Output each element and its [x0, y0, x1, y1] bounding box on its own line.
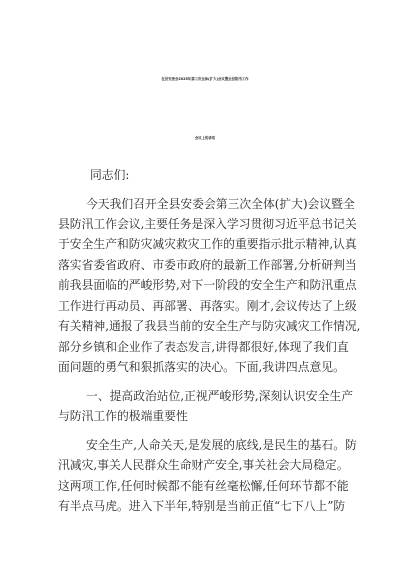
document-title-line-1: 在县安委会2025年第三次全体(扩大)会议暨全县防汛工作 — [161, 77, 249, 81]
body-line: 县防汛工作会议,主要任务是深入学习贯彻习近平总书记关 — [58, 217, 357, 231]
section-heading-line: 与防汛工作的极端重要性 — [58, 409, 188, 423]
body-line: 汛减灾,事关人民群众生命财产安全,事关社会大局稳定。 — [58, 458, 349, 472]
body-line: 前我县面临的严峻形势,对下一阶段的安全生产和防汛重点 — [58, 278, 357, 292]
body-line: 工作进行再动员、再部署、再落实。刚才,会议传达了上级 — [58, 299, 357, 313]
section-heading-line: 一、提高政治站位,正视严峻形势,深刻认识安全生产 — [86, 389, 354, 403]
body-line: 这两项工作,任何时候都不能有丝毫松懈,任何环节都不能 — [58, 479, 349, 493]
body-line: 面问题的勇气和狠抓落实的决心。下面,我讲四点意见。 — [58, 360, 345, 374]
body-line: 有关精神,通报了我县当前的安全生产与防灾减灾工作情况, — [58, 319, 361, 333]
body-line: 今天我们召开全县安委会第三次全体(扩大)会议暨全 — [86, 197, 355, 211]
body-line: 部分乡镇和企业作了表态发言,讲得都很好,体现了我们直 — [58, 340, 349, 354]
salutation-line: 同志们: — [90, 168, 130, 182]
body-line: 于安全生产和防灾减灾救灾工作的重要指示批示精神,认真 — [58, 237, 357, 251]
body-line: 安全生产,人命关天,是发展的底线,是民生的基石。防 — [86, 438, 357, 452]
document-title-line-2: 会议上的讲话 — [194, 136, 216, 140]
body-line: 有半点马虎。进入下半年,特别是当前正值“七下八上”防 — [58, 499, 346, 513]
body-line: 落实省委省政府、市委市政府的最新工作部署,分析研判当 — [58, 258, 357, 272]
